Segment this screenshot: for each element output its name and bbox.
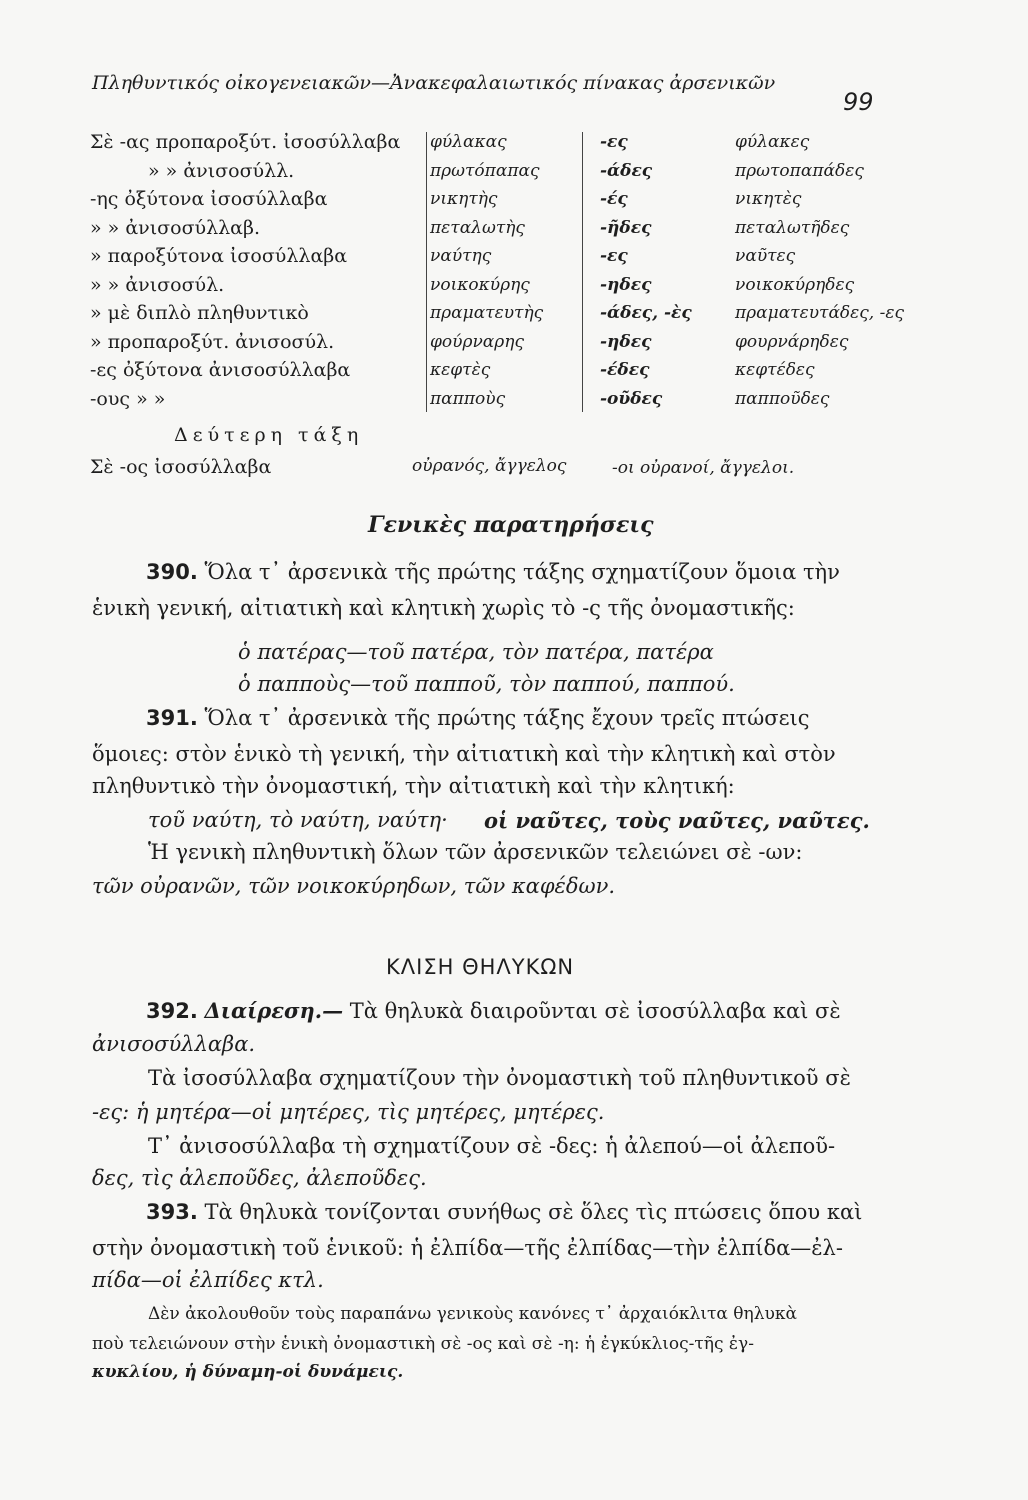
table-cell: πρωτοπαπάδες — [735, 160, 864, 181]
table-cell: φύλακας — [430, 132, 507, 152]
table-cell: -έδες — [600, 360, 650, 380]
second-class-rule: Σὲ -ος ἰσοσύλλαβα — [90, 456, 272, 478]
paragraph-line: ἑνικὴ γενική, αἰτιατικὴ καὶ κλητικὴ χωρὶς τὸ -ς τῆς ὀνομαστικῆς: — [92, 596, 795, 620]
table-cell: παπποὺς — [430, 388, 506, 409]
paragraph-line: Τ᾿ ἀνισοσύλλαβα τὴ σχηματίζουν σὲ -δες: ἡ ἀλεπού—οἱ ἀλεποῦ- — [148, 1134, 836, 1158]
table-cell: Σὲ -ας προπαροξύτ. ἰσοσύλλαβα — [90, 131, 401, 153]
table-cell: νοικοκύρηδες — [735, 274, 855, 295]
example-line: ὁ παπποὺς—τοῦ παπποῦ, τὸν παππού, παππού. — [238, 672, 735, 696]
paragraph-number: 391. — [146, 706, 198, 730]
paragraph-line: πίδα—οἱ ἐλπίδες κτλ. — [92, 1268, 324, 1292]
table-cell: -ῆδες — [600, 217, 652, 238]
paragraph-line: Ἡ γενικὴ πληθυντικὴ ὅλων τῶν ἀρσενικῶν τελειώνει σὲ -ων: — [148, 840, 803, 864]
table-cell: ναῦτες — [735, 246, 796, 266]
table-cell: ναύτης — [430, 246, 492, 266]
paragraph-line — [146, 706, 966, 730]
note-line: κυκλίου, ἡ δύναμη-οἱ δυνάμεις. — [92, 1362, 404, 1382]
table-cell: -ης ὀξύτονα ἰσοσύλλαβα — [90, 188, 328, 210]
paragraph-title: Διαίρεση.— — [204, 998, 344, 1023]
table-cell: κεφτὲς — [430, 360, 491, 380]
second-class-heading: Δεύτερη τάξη — [174, 424, 364, 446]
table-cell: -ες ὀξύτονα ἀνισοσύλλαβα — [90, 359, 351, 381]
table-cell: φούρναρης — [430, 331, 524, 352]
table-cell: -άδες, -ὲς — [600, 303, 692, 323]
example-line: -ες: ἡ μητέρα—οἱ μητέρες, τὶς μητέρες, μητέρες. — [92, 1100, 605, 1124]
paragraph-line: στὴν ὀνομαστικὴ τοῦ ἑνικοῦ: ἡ ἐλπίδα—τῆς ἐλπίδας—τὴν ἐλπίδα—ἐλ- — [92, 1236, 843, 1260]
table-cell: πεταλωτὴς — [430, 217, 525, 238]
table-cell: πραματευτὴς — [430, 303, 544, 323]
paragraph-line — [146, 1200, 966, 1224]
table-col-endings — [600, 128, 750, 413]
table-cell: » » ἀνισοσύλ. — [90, 273, 225, 296]
paragraph-text: Ὅλα τ᾿ ἀρσενικὰ τῆς πρώτης τάξης σχηματίζουν ὅμοια τὴν — [204, 560, 840, 584]
table-cell: κεφτέδες — [735, 360, 815, 380]
table-cell: πεταλωτῆδες — [735, 217, 850, 238]
table-cell: » » ἀνισοσύλλαβ. — [90, 216, 261, 239]
running-title: Πληθυντικός οἰκογενειακῶν—Ἀνακεφαλαιωτικός πίνακας ἀρσενικῶν — [92, 72, 776, 94]
table-cell: -οῦδες — [600, 388, 663, 409]
example-line: τῶν οὐρανῶν, τῶν νοικοκύρηδων, τῶν καφέδων. — [92, 874, 616, 898]
table-cell: -ηδες — [600, 331, 652, 352]
table-cell: φύλακες — [735, 132, 810, 152]
paragraph-line: Τὰ ἰσοσύλλαβα σχηματίζουν τὴν ὀνομαστικὴ τοῦ πληθυντικοῦ σὲ — [148, 1066, 851, 1090]
example-line: τοῦ ναύτη, τὸ ναύτη, ναύτη· — [148, 808, 448, 832]
table-cell: » προπαροξύτ. ἀνισοσύλ. — [90, 330, 335, 353]
section-heading: Γενικὲς παρατηρήσεις — [368, 512, 654, 538]
paragraph-text: Τὰ θηλυκὰ διαιροῦνται σὲ ἰσοσύλλαβα καὶ σὲ — [349, 999, 841, 1023]
table-cell: πραματευτάδες, -ες — [735, 303, 904, 323]
page-number: 99 — [843, 88, 874, 116]
table-cell: » μὲ διπλὸ πληθυντικὸ — [90, 302, 309, 324]
paragraph-text: Ὅλα τ᾿ ἀρσενικὰ τῆς πρώτης τάξης ἔχουν τρεῖς πτώσεις — [204, 706, 810, 730]
paragraph-line: ὅμοιες: στὸν ἑνικὸ τὴ γενική, τὴν αἰτιατικὴ καὶ τὴν κλητικὴ καὶ στὸν — [92, 742, 836, 766]
table-cell: -άδες — [600, 160, 653, 181]
table-cell: -ες — [600, 132, 628, 152]
paragraph-line: πληθυντικὸ τὴν ὀνομαστική, τὴν αἰτιατικὴ καὶ τὴν κλητική: — [92, 774, 735, 798]
table-cell: -ους » » — [90, 387, 166, 410]
note-line: ποὺ τελειώνουν στὴν ἑνικὴ ὀνομαστικὴ σὲ -ος καὶ σὲ -η: ἡ ἐγκύκλιος-τῆς ἐγ- — [92, 1334, 754, 1354]
declension-table — [90, 128, 950, 418]
table-cell: παπποῦδες — [735, 388, 830, 409]
paragraph-line: ἀνισοσύλλαβα. — [92, 1032, 256, 1056]
chapter-heading: ΚΛΙΣΗ ΘΗΛΥΚΩΝ — [386, 955, 575, 979]
table-cell: -ες — [600, 246, 628, 266]
paragraph-number: 390. — [146, 560, 198, 584]
table-cell: φουρνάρηδες — [735, 331, 849, 352]
table-col-plural — [735, 128, 965, 413]
note-line: Δὲν ἀκολουθοῦν τοὺς παραπάνω γενικοὺς κανόνες τ᾿ ἀρχαιόκλιτα θηλυκὰ — [148, 1304, 797, 1324]
second-class-plural: -οι οὐρανοί, ἄγγελοι. — [612, 458, 795, 478]
example-line: ὁ πατέρας—τοῦ πατέρα, τὸν πατέρα, πατέρα — [238, 640, 714, 664]
paragraph-number: 393. — [146, 1200, 198, 1224]
table-col-singular — [430, 128, 580, 413]
table-cell: πρωτόπαπας — [430, 160, 540, 181]
table-cell: -ηδες — [600, 274, 652, 295]
paragraph-number: 392. — [146, 999, 198, 1023]
table-cell: » » ἀνισοσύλλ. — [148, 159, 295, 182]
table-divider — [582, 132, 583, 412]
paragraph-text: Τὰ θηλυκὰ τονίζονται συνήθως σὲ ὅλες τὶς πτώσεις ὅπου καὶ — [204, 1200, 863, 1224]
table-cell: νικητὴς — [430, 189, 498, 209]
second-class-singular: οὐρανός, ἄγγελος — [412, 456, 567, 476]
table-cell: νικητὲς — [735, 189, 802, 209]
paragraph-line — [146, 560, 966, 584]
table-divider — [426, 132, 427, 412]
paragraph-line — [146, 998, 966, 1023]
table-cell: -ές — [600, 189, 628, 209]
table-cell: » παροξύτονα ἰσοσύλλαβα — [90, 245, 348, 267]
example-line: δες, τὶς ἀλεποῦδες, ἀλεποῦδες. — [92, 1166, 427, 1190]
table-cell: νοικοκύρης — [430, 274, 530, 295]
example-line: οἱ ναῦτες, τοὺς ναῦτες, ναῦτες. — [484, 808, 870, 833]
table-col-rules — [90, 128, 420, 413]
